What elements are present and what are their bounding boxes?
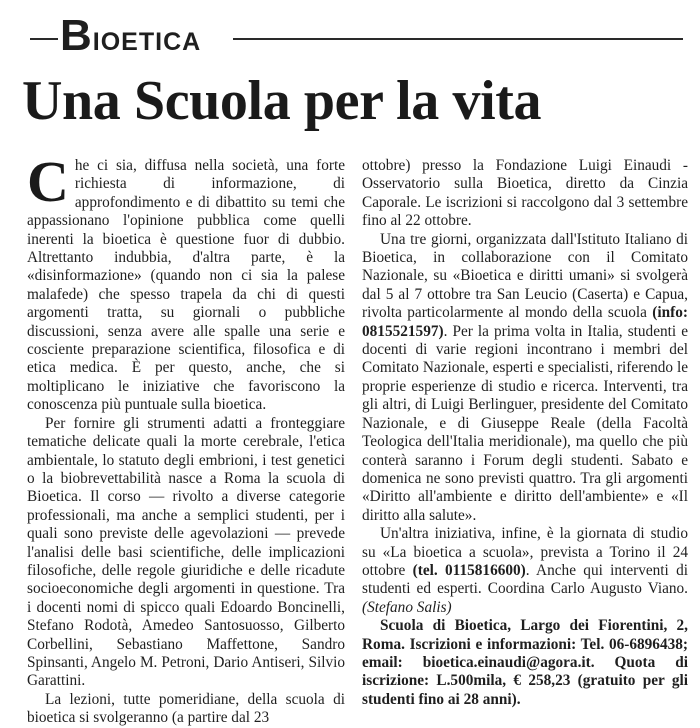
turin-text-continued: . Anche qui interventi di studenti ed esperti. Coordina Carlo Augusto Viano. bbox=[362, 561, 688, 598]
three-day-text: Una tre giorni, organizzata dall'Istituto Italiano di Bioetica, in collaborazione con il Comitato Nazionale, su «Bioetica e diritti umani» si svolgerà dal 5 al 7 ottobre tra San Leucio (Caserta) e Capua, rivolta particolarmente al mondo della scuola bbox=[362, 230, 688, 322]
three-day-text-continued: . Per la prima volta in Italia, studenti e docenti di varie regioni incontrano i membri del Comitato Nazionale, esperti e specialisti, riferendo le proprie esperienze di studio e ricerca. Interventi, tra gli altri, di Luigi Berlinguer, presidente del Comitato Nazionale, e di Giuseppe Reale (della Facoltà Teologica dell'Italia meridionale), ma quello che più conterà saranno i Forum degli studenti. Sabato e domenica ne sono previsti quattro. Tra gli argomenti «Diritto all'ambiente e diritto dell'ambiente» e «Il diritto alla salute». bbox=[362, 322, 688, 524]
section-rule-left bbox=[30, 38, 58, 40]
section-label-rest: IOETICA bbox=[92, 28, 202, 56]
article-column-left bbox=[27, 149, 345, 728]
article-column-right bbox=[362, 157, 688, 709]
info-phone: (info: 0815521597) bbox=[362, 304, 688, 340]
drop-cap: C bbox=[27, 149, 69, 214]
turin-phone: (tel. 0115816600) bbox=[412, 561, 526, 579]
section-initial: B bbox=[60, 11, 93, 60]
three-day-paragraph bbox=[362, 231, 688, 526]
lessons-paragraph: La lezioni, tutte pomeridiane, della scuola di bioetica si svolgeranno (a partire dal 23 bbox=[27, 690, 345, 727]
contact-info-box: Scuola di Bioetica, Largo dei Fiorentini, 2, Roma. Iscrizioni e informazioni: Tel. 06-6896438; email: bioetica.einaudi@agora.it. Quota di iscrizione: L.500mila, € 258,23 (gratuito per gli studenti fino ai 28 anni). bbox=[362, 617, 688, 708]
intro-paragraph bbox=[27, 149, 345, 415]
intro-text: he ci sia, diffusa nella società, una forte richiesta di informazione, di approfondimento e di dibattito su temi che appassionano l'opinione pubblica come quelli inerenti la bioetica è questione fuor di dubbio. Altrettanto indubbia, d'altra parte, è la «disinformazione» (quando non ci sia la palese malafede) che spesso trapela da chi di questi argomenti tratta, su giornali o pubbliche discussioni, senza avere alle spalle una serie e cosciente preparazione scientifica, filosofica e di etica medica. È per questo, anche, che si moltiplicano le iniziative che favoriscono la conoscenza più puntuale sulla bioetica. bbox=[27, 157, 345, 414]
section-rule-right bbox=[233, 38, 683, 40]
continuation-paragraph: ottobre) presso la Fondazione Luigi Einaudi - Osservatorio sulla Bioetica, diretto da Cinzia Caporale. Le iscrizioni si raccolgono dal 3 settembre fino al 22 ottobre. bbox=[362, 157, 688, 230]
turin-text: Un'altra iniziativa, infine, è la giornata di studio su «La bioetica a scuola», prevista a Torino il 24 ottobre bbox=[362, 525, 688, 579]
section-label bbox=[60, 11, 202, 60]
school-paragraph: Per fornire gli strumenti adatti a fronteggiare tematiche delicate quali la morte cerebrale, l'etica ambientale, lo statuto degli embrioni, i test genetici o la biobrevettabilità nasce a Roma la scuola di Bioetica. Il corso — rivolto a diverse categorie professionali, ma anche a semplici studenti, per i quali sono previste delle agevolazioni — prevede l'analisi delle basi scientifiche, delle implicazioni filosofiche, delle regole giuridiche e delle ricadute socioeconomiche degli argomenti in questione. Tra i docenti nomi di spicco quali Edoardo Boncinelli, Stefano Rodotà, Amedeo Santosuosso, Gilberto Corbellini, Sebastiano Maffettone, Sandro Spinsanti, Angelo M. Petroni, Dario Antiseri, Silvio Garattini. bbox=[27, 414, 345, 690]
turin-paragraph bbox=[362, 525, 688, 617]
author-byline: (Stefano Salis) bbox=[362, 598, 452, 616]
headline: Una Scuola per la vita bbox=[22, 70, 542, 132]
